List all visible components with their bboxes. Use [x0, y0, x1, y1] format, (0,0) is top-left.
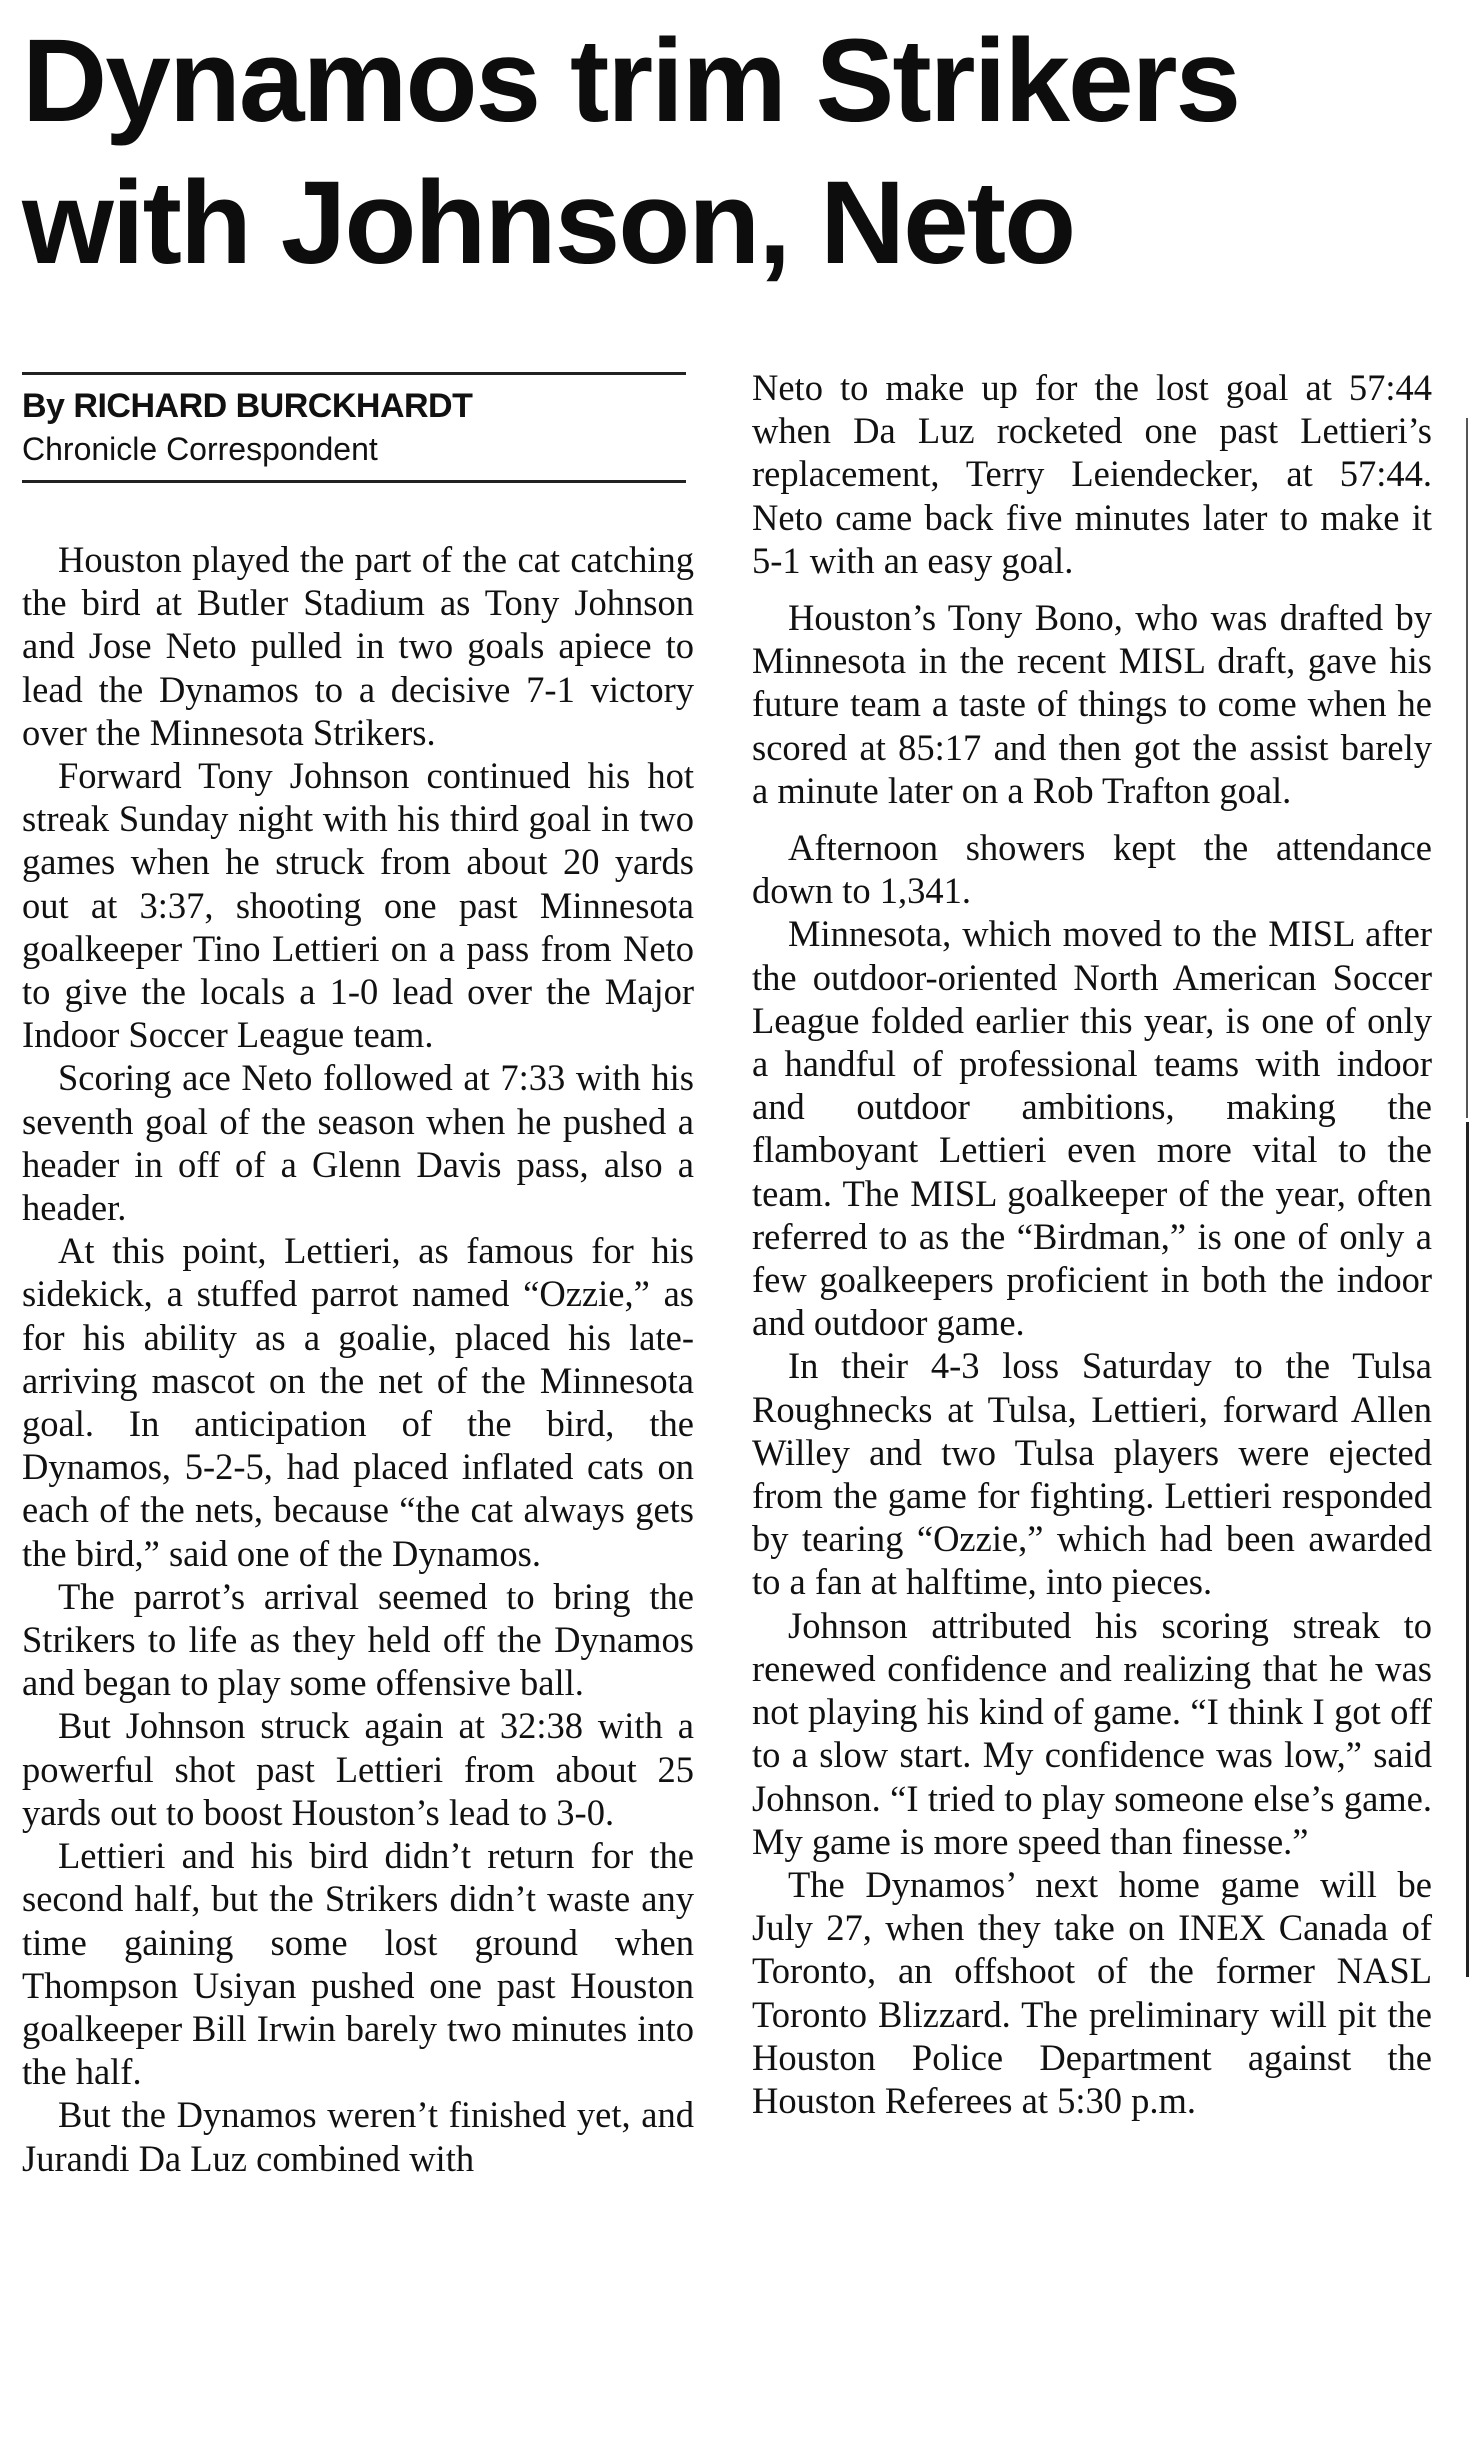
article-column-right — [752, 366, 1432, 2122]
paragraph: At this point, Lettieri, as famous for his sidekick, a stuffed parrot named “Ozzie,” as for his ability as a goalie, placed his late-arriving mascot on the net of the Minnesota goal. In anticipation of the bird, the Dynamos, 5-2-5, had placed inflated cats on each of the nets, because “the cat always gets the bird,” said one of the Dynamos. — [22, 1230, 694, 1574]
byline-bottom-rule — [22, 480, 686, 483]
paragraph: The Dynamos’ next home game will be July 27, when they take on INEX Canada of Toronto, an offshoot of the former NASL Toronto Blizzard. The preliminary will pit the Houston Police Department against the Houston Referees at 5:30 p.m. — [752, 1863, 1432, 2121]
paragraph: But the Dynamos weren’t finished yet, and Jurandi Da Luz combined with — [22, 2094, 694, 2179]
margin-rule — [1466, 418, 1468, 1118]
headline — [22, 10, 1442, 294]
paragraph: But Johnson struck again at 32:38 with a powerful shot past Lettieri from about 25 yards out to boost Houston’s lead to 3-0. — [22, 1705, 694, 1833]
paragraph: Lettieri and his bird didn’t return for the second half, but the Strikers didn’t waste any time gaining some lost ground when Thompson Usiyan pushed one past Houston goalkeeper Bill Irwin barely two minutes into the half. — [22, 1835, 694, 2093]
margin-rule — [1466, 1122, 1469, 1977]
byline-top-rule — [22, 372, 686, 375]
paragraph: Minnesota, which moved to the MISL after the outdoor-oriented North American Soccer League folded earlier this year, is one of only a handful of professional teams with indoor and outdoor ambitions, making the flamboyant Lettieri even more vital to the team. The MISL goalkeeper of the year, often referred to as the “Birdman,” is one of only a few goalkeepers proficient in both the indoor and outdoor game. — [752, 913, 1432, 1344]
paragraph: Johnson attributed his scoring streak to renewed confidence and realizing that he was not playing his kind of game. “I think I got off to a slow start. My confidence was low,” said Johnson. “I tried to play someone else’s game. My game is more speed than finesse.” — [752, 1604, 1432, 1862]
byline-author: By RICHARD BURCKHARDT — [22, 387, 473, 425]
headline-line-1: Dynamos trim Strikers — [22, 15, 1240, 147]
paragraph: Neto to make up for the lost goal at 57:44 when Da Luz rocketed one past Lettieri’s replacement, Terry Leiendecker, at 57:44. Neto came back five minutes later to make it 5-1 with an easy goal. — [752, 367, 1432, 581]
paragraph: Houston’s Tony Bono, who was drafted by Minnesota in the recent MISL draft, gave his future team a taste of things to come when he scored at 85:17 and then got the assist barely a minute later on a Rob Trafton goal. — [752, 597, 1432, 811]
byline-title: Chronicle Correspondent — [22, 431, 378, 467]
paragraph: The parrot’s arrival seemed to bring the Strikers to life as they held off the Dynamos and began to play some offensive ball. — [22, 1575, 694, 1704]
paragraph: Scoring ace Neto followed at 7:33 with his seventh goal of the season when he pushed a header in off of a Glenn Davis pass, also a header. — [22, 1057, 694, 1229]
paragraph: Afternoon showers kept the attendance down to 1,341. — [752, 827, 1432, 912]
byline — [22, 384, 686, 470]
article-column-left — [22, 538, 694, 2180]
paragraph: Forward Tony Johnson continued his hot streak Sunday night with his third goal in two games when he struck from about 20 yards out at 3:37, shooting one past Minnesota goalkeeper Tino Lettieri on a pass from Neto to give the locals a 1-0 lead over the Major Indoor Soccer League team. — [22, 755, 694, 1056]
headline-line-2: with Johnson, Neto — [22, 157, 1075, 289]
paragraph: In their 4-3 loss Saturday to the Tulsa Roughnecks at Tulsa, Lettieri, forward Allen Willey and two Tulsa players were ejected from the game for fighting. Lettieri responded by tearing “Ozzie,” which had been awarded to a fan at halftime, into pieces. — [752, 1345, 1432, 1603]
paragraph: Houston played the part of the cat catching the bird at Butler Stadium as Tony Johnson and Jose Neto pulled in two goals apiece to lead the Dynamos to a decisive 7-1 victory over the Minnesota Strikers. — [22, 539, 694, 753]
